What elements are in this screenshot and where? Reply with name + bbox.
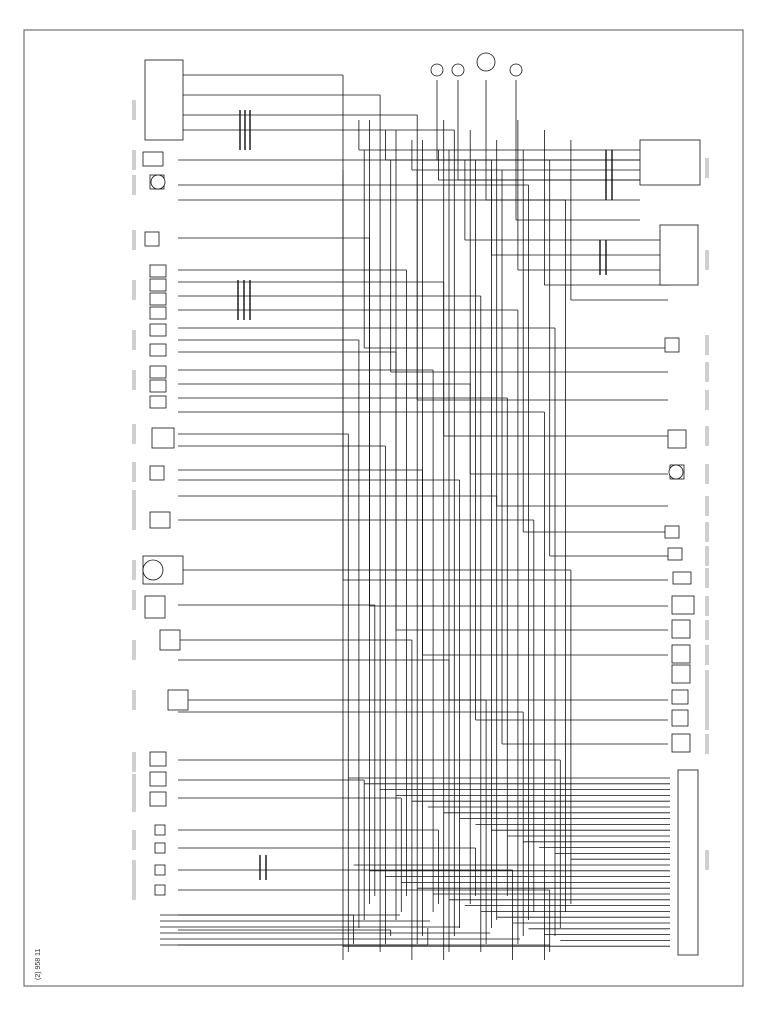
lamp (155, 825, 165, 835)
label-mark (132, 830, 136, 850)
label-mark (705, 522, 709, 542)
gauge-icon (669, 465, 683, 479)
page-border (24, 30, 743, 986)
sensor (150, 512, 170, 528)
sensor (665, 338, 679, 352)
label-mark (132, 280, 136, 300)
box-comp (145, 232, 159, 246)
label-mark (132, 774, 136, 794)
label-mark (132, 230, 136, 250)
sensor (150, 380, 166, 392)
sensor (150, 466, 164, 480)
label-mark (132, 560, 136, 580)
lamp (160, 630, 180, 650)
label-mark (705, 620, 709, 640)
label-mark (705, 568, 709, 588)
sensor (672, 710, 688, 726)
lamp (672, 645, 690, 663)
lamp (155, 885, 165, 895)
label-mark (132, 510, 136, 530)
label-mark (705, 850, 709, 870)
sensor (150, 265, 166, 277)
relay (168, 690, 188, 710)
label-mark (132, 330, 136, 350)
box-comp (143, 152, 163, 166)
label-mark (705, 158, 709, 178)
component-symbols (143, 53, 700, 955)
label-mark (132, 370, 136, 390)
label-mark (132, 462, 136, 482)
sensor (668, 430, 686, 448)
label-mark (705, 335, 709, 355)
label-mark (132, 150, 136, 170)
regulator (145, 596, 165, 618)
label-mark (132, 590, 136, 610)
wire-network (160, 75, 670, 960)
label-mark (132, 860, 136, 880)
meter-unit (640, 140, 700, 185)
sensor (150, 293, 166, 305)
label-mark (132, 690, 136, 710)
switch-block (145, 60, 183, 140)
label-mark (132, 640, 136, 660)
label-mark (705, 596, 709, 616)
lamp (672, 734, 690, 752)
sensor (673, 572, 691, 584)
sensor (150, 396, 166, 408)
sensor (150, 279, 166, 291)
sensor (150, 752, 166, 766)
sensor (150, 307, 166, 319)
sensor (150, 366, 166, 378)
lamp (155, 865, 165, 875)
label-mark (132, 880, 136, 900)
sensor (665, 526, 679, 538)
label-mark (705, 710, 709, 730)
label-mark (705, 546, 709, 566)
label-mark (705, 690, 709, 710)
motor-icon (143, 560, 163, 580)
sensor (150, 344, 166, 356)
label-mark (132, 752, 136, 772)
lamp (155, 843, 165, 853)
lamp-icon (510, 64, 522, 76)
label-mark (705, 362, 709, 382)
lamp (672, 665, 690, 683)
lamp (672, 620, 690, 638)
sensor (152, 428, 174, 448)
label-mark (705, 496, 709, 516)
lamp-icon (431, 64, 443, 76)
label-mark (132, 490, 136, 510)
label-mark (705, 645, 709, 665)
label-mark (705, 426, 709, 446)
label-mark (705, 464, 709, 484)
switch-block (660, 225, 698, 285)
ecu (678, 770, 698, 955)
label-mark (132, 175, 136, 195)
label-mark (132, 424, 136, 444)
horn-icon (151, 175, 165, 189)
sensor (672, 690, 688, 704)
sensor (150, 772, 166, 786)
module (672, 596, 694, 614)
label-mark (132, 100, 136, 120)
label-mark (705, 734, 709, 754)
label-mark (705, 250, 709, 270)
sensor (150, 324, 166, 336)
label-mark (705, 670, 709, 690)
label-mark (132, 792, 136, 812)
sensor (668, 548, 682, 560)
diagram-code: (2) 958 11 (35, 948, 42, 980)
lamp-icon (452, 64, 464, 76)
sensor (150, 792, 166, 806)
label-mark (705, 390, 709, 410)
lamp-icon (477, 53, 495, 71)
